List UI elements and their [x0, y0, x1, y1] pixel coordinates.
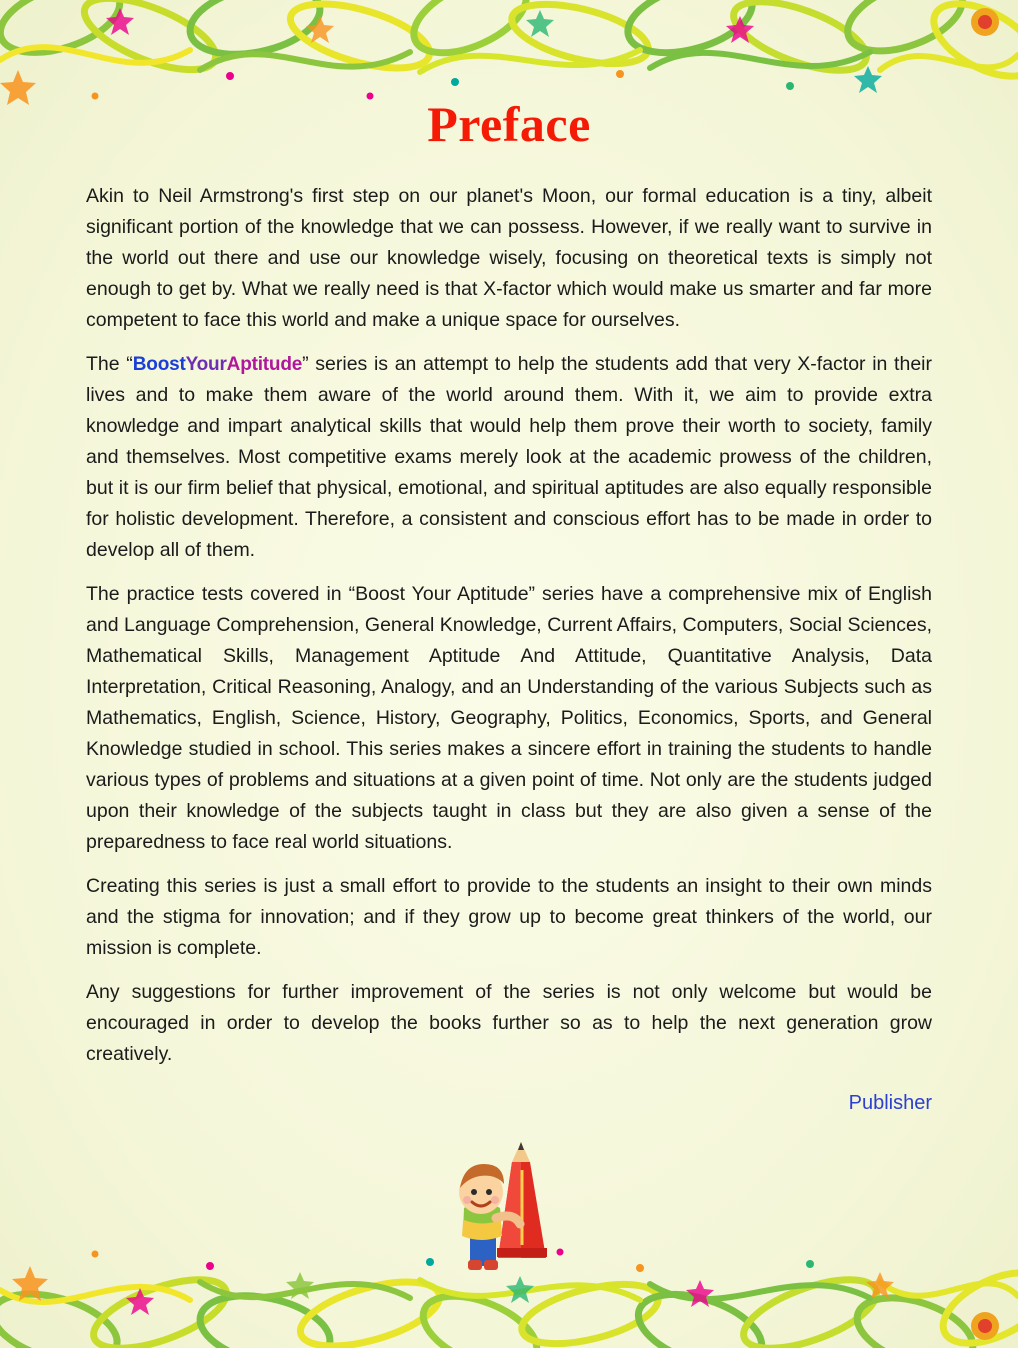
paragraph-4: Any suggestions for further improvement of the series is not only welcome but would be encouraged in order to develop the books further so as to help the next generation grow creatively. — [86, 981, 932, 1065]
brand-word-boost: Boost — [132, 354, 186, 375]
signature-publisher: Publisher — [848, 1092, 932, 1114]
paragraph-brand — [86, 349, 932, 566]
paragraph-2: The practice tests covered in “Boost Your Aptitude” series have a comprehensive mix of English and Language Comprehension, General Knowledge, Current Affairs, Computers, Social Sciences, Mathematical Skills, Management Aptitude And Attitude, Quantitative Analysis, Data Interpretation, Critical Reasoning, Analogy, and an Understanding of the various Subjects such as Mathematics, English, Science, History, Geography, Politics, Economics, Sports, and General Knowledge studied in school. This series makes a sincere effort in training the students to handle various types of problems and situations at a given point of time. Not only are the students judged upon their knowledge of the subjects taught in class but they are also given a sense of the preparedness to face real world situations. — [86, 583, 932, 853]
brand-name — [133, 354, 302, 375]
paragraph-3: Creating this series is just a small effort to provide to the students an insight to their own minds and the stigma for innovation; and if they grow up to become great thinkers of the world, our mission is complete. — [86, 875, 932, 959]
paragraph-1: Akin to Neil Armstrong's first step on our planet's Moon, our formal education is a tiny, albeit significant portion of the knowledge that we can possess. However, if we really want to survive in the world out there and use our knowledge wisely, focusing on theoretical texts is simply not enough to get by. What we really need is that X-factor which would make us smarter and far more competent to face this world and make a unique space for ourselves. — [86, 185, 932, 331]
brand-word-your: Your — [185, 354, 227, 375]
page-title: Preface — [427, 96, 591, 152]
brand-word-aptitude: Aptitude — [226, 354, 303, 375]
boy-with-pencil-icon — [434, 1140, 584, 1280]
brand-paragraph-prefix: The “ — [86, 353, 133, 375]
brand-paragraph-suffix: ” series is an attempt to help the students add that very X-factor in their lives and to make them aware of the world around them. With it, we aim to provide extra knowledge and impart analytical skills that would help them prove their worth to society, family and themselves. Most competitive exams merely look at the academic prowess of the children, but it is our firm belief that physical, emotional, and spiritual aptitudes are also equally responsible for holistic development. Therefore, a consistent and conscious effort has to be made in order to develop all of them. — [86, 353, 932, 561]
